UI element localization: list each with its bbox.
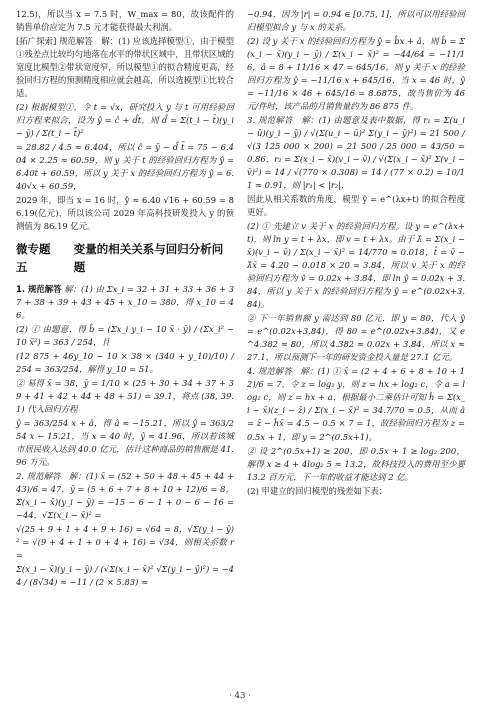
question-3-part-2: 因此从相关系数的角度，模型 ŷ = e^(λx+t) 的拟合程度更好。 <box>247 194 465 218</box>
section-title: 变量的相关关系与回归分析问题 <box>73 242 224 275</box>
intro-line-1: 12.5)，所以当 x = 7.5 时，W_max = 80，故该配件的销售单价应定为 7.5 元才能获得最大利润。 <box>16 9 234 33</box>
question-4-part-3: (2) 甲建立的回归模型的残差如下表： <box>247 485 388 496</box>
question-2-part-3: Σ(x_i − x̄)(y_i − ȳ) / (√Σ(x_i − x̄)² √Σ(y_i − ȳ)²) = −44 / (8√34) ≈ −11 / (2 × 5.83) ≈ <box>16 564 234 588</box>
question-1-label: 1. 规范解答 <box>16 283 62 294</box>
extension-answer-1: [拓广探索] 规范解答 解：(1) 应该选择模型①，由于模型①残差点比较均匀地落在水平的带状区域中，且带状区域的宽度比模型②带状宽度窄，所以模型①的拟合精度更高，经验回归方程的预测精度相应就会越高，所以选模型①比较合适。 <box>16 36 234 99</box>
question-2-part-2: √(25 + 9 + 1 + 4 + 9 + 16) = √64 = 8，√Σ(y_i − ȳ)² = √(9 + 4 + 1 + 0 + 4 + 16) = √34，则相关系数 r = <box>16 524 237 561</box>
question-4-part-1: 4. 规范解答 解：(1) ① x̄ = (2 + 4 + 6 + 8 + 10 + 12)/6 = 7，令 z = log₂ y，则 z = hx + log₂ c，令 a = log₂ c，则 z = hx + a，根据最小二乘估计可知 ĥ = Σ(x_i − x̄)(z_i − z̄) / Σ(x_i − x̄)² = 34.7/70 ≈ 0.5，从而 â = z̄ − ĥx̄ = 4.5 − 0.5 × 7 = 1，故经验回归方程为 z = 0.5x + 1，即 y = 2^(0.5x+1)。 <box>247 366 468 442</box>
question-1-part-5: ŷ = 363/254 x + â，得 â ≈ −15.21，所以 ŷ = 363/254 x − 15.21，当 x = 40 时，ŷ ≈ 41.96，所以若该城市居民收入达到 40.0 亿元，估计这种商品的销售额是 41.96 万元。 <box>16 418 234 468</box>
section-number: 微专题五 <box>16 242 51 275</box>
right-column <box>247 8 468 499</box>
page-number: · 43 · <box>229 690 251 701</box>
extension-answer-3: = 28.82 / 4.5 ≈ 6.404，所以 ĉ = ȳ − d̂ t̄ = 75 − 6.404 × 2.25 ≈ 60.59，则 y 关于 t 的经验回归方程为 ŷ = 6.40t + 60.59，所以 y 关于 x 的经验回归方程为 ŷ = 6.40√x + 60.59， <box>16 142 237 192</box>
question-3-part-3: (2) ① 先建立 v 关于 x 的经验回归方程。设 y = e^(λx+t)，则 ln y = t + λx，即 v = t + λx。由于 λ̂ = Σ(x_i − x̄)(v_i − v̄) / Σ(x_i − x̄)² = 14/770 ≈ 0.018，t̂ = v̄ − λ̂x̄ = 4.20 − 0.018 × 20 = 3.84，所以 v 关于 x 的经验回归方程为 v̂ = 0.02x + 3.84，即 ln ŷ = 0.02x + 3.84，所以 y 关于 x 的经验回归方程为 ŷ = e^(0.02x+3.84)。 <box>247 221 468 310</box>
question-2-part-1: 2. 规范解答 解：(1) x̄ = (52 + 50 + 48 + 45 + 44 + 43)/6 = 47，ȳ = (5 + 6 + 7 + 8 + 10 + 12)/6 = 8，Σ(x_i − x̄)(y_i − ȳ) = −15 − 6 − 1 + 0 − 6 − 16 = −44，√Σ(x_i − x̄)² = <box>16 471 237 521</box>
extension-answer-2: (2) 根据模型①，令 t = √x，研究投入 y 与 t 可用经验回归方程来拟合，设为 ŷ = ĉ + d̂t，则 d̂ = Σ(t_i − t̄)(y_i − ȳ) / Σ(t_i − t̄)² <box>16 102 237 139</box>
question-4-part-2: ② 设 2^(0.5x+1) ≥ 200，即 0.5x + 1 ≥ log₂ 200，解得 x ≥ 4 + 4log₂ 5 ≈ 13.2，故科技投入的费用至少要 13.2 百万元，下一年的收益才能达到 2 亿。 <box>247 445 468 482</box>
question-3-part-1: 3. 规范解答 解：(1) 由题意及表中数据，得 r₁ = Σ(u_i − ū)(y_i − ȳ) / √(Σ(u_i − ū)² Σ(y_i − ȳ)²) = 21 500 / √(3 125 000 × 200) = 21 500 / 25 000 = 43/50 = 0.86，r₂ = Σ(x_i − x̄)(v_i − v̄) / √(Σ(x_i − x̄)² Σ(v_i − v̄)²) = 14 / √(770 × 0.308) = 14 / (77 × 0.2) = 10/11 ≈ 0.91，则 |r₁| < |r₂|， <box>247 115 468 191</box>
left-column <box>16 8 237 590</box>
question-1-part-1: 解：(1) 由 Σx_i = 32 + 31 + 33 + 36 + 37 + 38 + 39 + 43 + 45 + x_10 = 380，得 x_10 = 46。 <box>16 283 234 320</box>
section-heading <box>16 241 234 277</box>
question-2-part-4: −0.94，因为 |r| = 0.94 ∈ [0.75, 1]，所以可以用经验回归模型拟合 y 与 x 的关系。 <box>247 9 465 33</box>
question-1-part-3: (12 875 + 46y_10 − 10 × 38 × (340 + y_10)/10) / 254 = 363/254，解得 y_10 = 51。 <box>16 350 237 374</box>
question-3-part-4: ② 下一年销售额 y 需达到 80 亿元，即 y = 80，代入 ŷ = e^(0.02x+3.84)，得 80 = e^(0.02x+3.84)，又 e^4.382 ≈ 80，所以 4.382 ≈ 0.02x + 3.84，所以 x ≈ 27.1，所以预测下一年的研发资金投入量是 27.1 亿元。 <box>247 313 468 363</box>
question-1-part-2: (2) ① 由题意，得 b̂ = (Σx_i y_i − 10 x̄ · ȳ) / (Σx_i² − 10 x̄²) = 363 / 254，且 <box>16 323 237 347</box>
question-1-part-4: ② 易得 x̄ = 38，ȳ = 1/10 × (25 + 30 + 34 + 37 + 39 + 41 + 42 + 44 + 48 + 51) = 39.1，将点 (38, 39.1) 代入回归方程 <box>16 378 234 415</box>
extension-answer-4: 2029 年，即当 x = 16 时，ŷ ≈ 6.40 √16 + 60.59 = 86.19(亿元)，所以该公司 2029 年高科技研发投入 y 的预测值为 86.19 亿元。 <box>16 195 234 232</box>
question-2-part-5: (2) 设 y 关于 x 的经验回归方程为 ŷ = b̂x + â，则 b̂ = Σ(x_i − x̄)(y_i − ȳ) / Σ(x_i − x̄)² = −44/64 = −11/16，â = 8 + 11/16 × 47 = 645/16，则 y 关于 x 的经验回归方程为 ŷ = −11/16 x + 645/16，当 x = 46 时，ŷ = −11/16 × 46 + 645/16 = 8.6875，故当售价为 46 元/件时，该产品的月销售量约为 86 875 件。 <box>247 36 468 112</box>
